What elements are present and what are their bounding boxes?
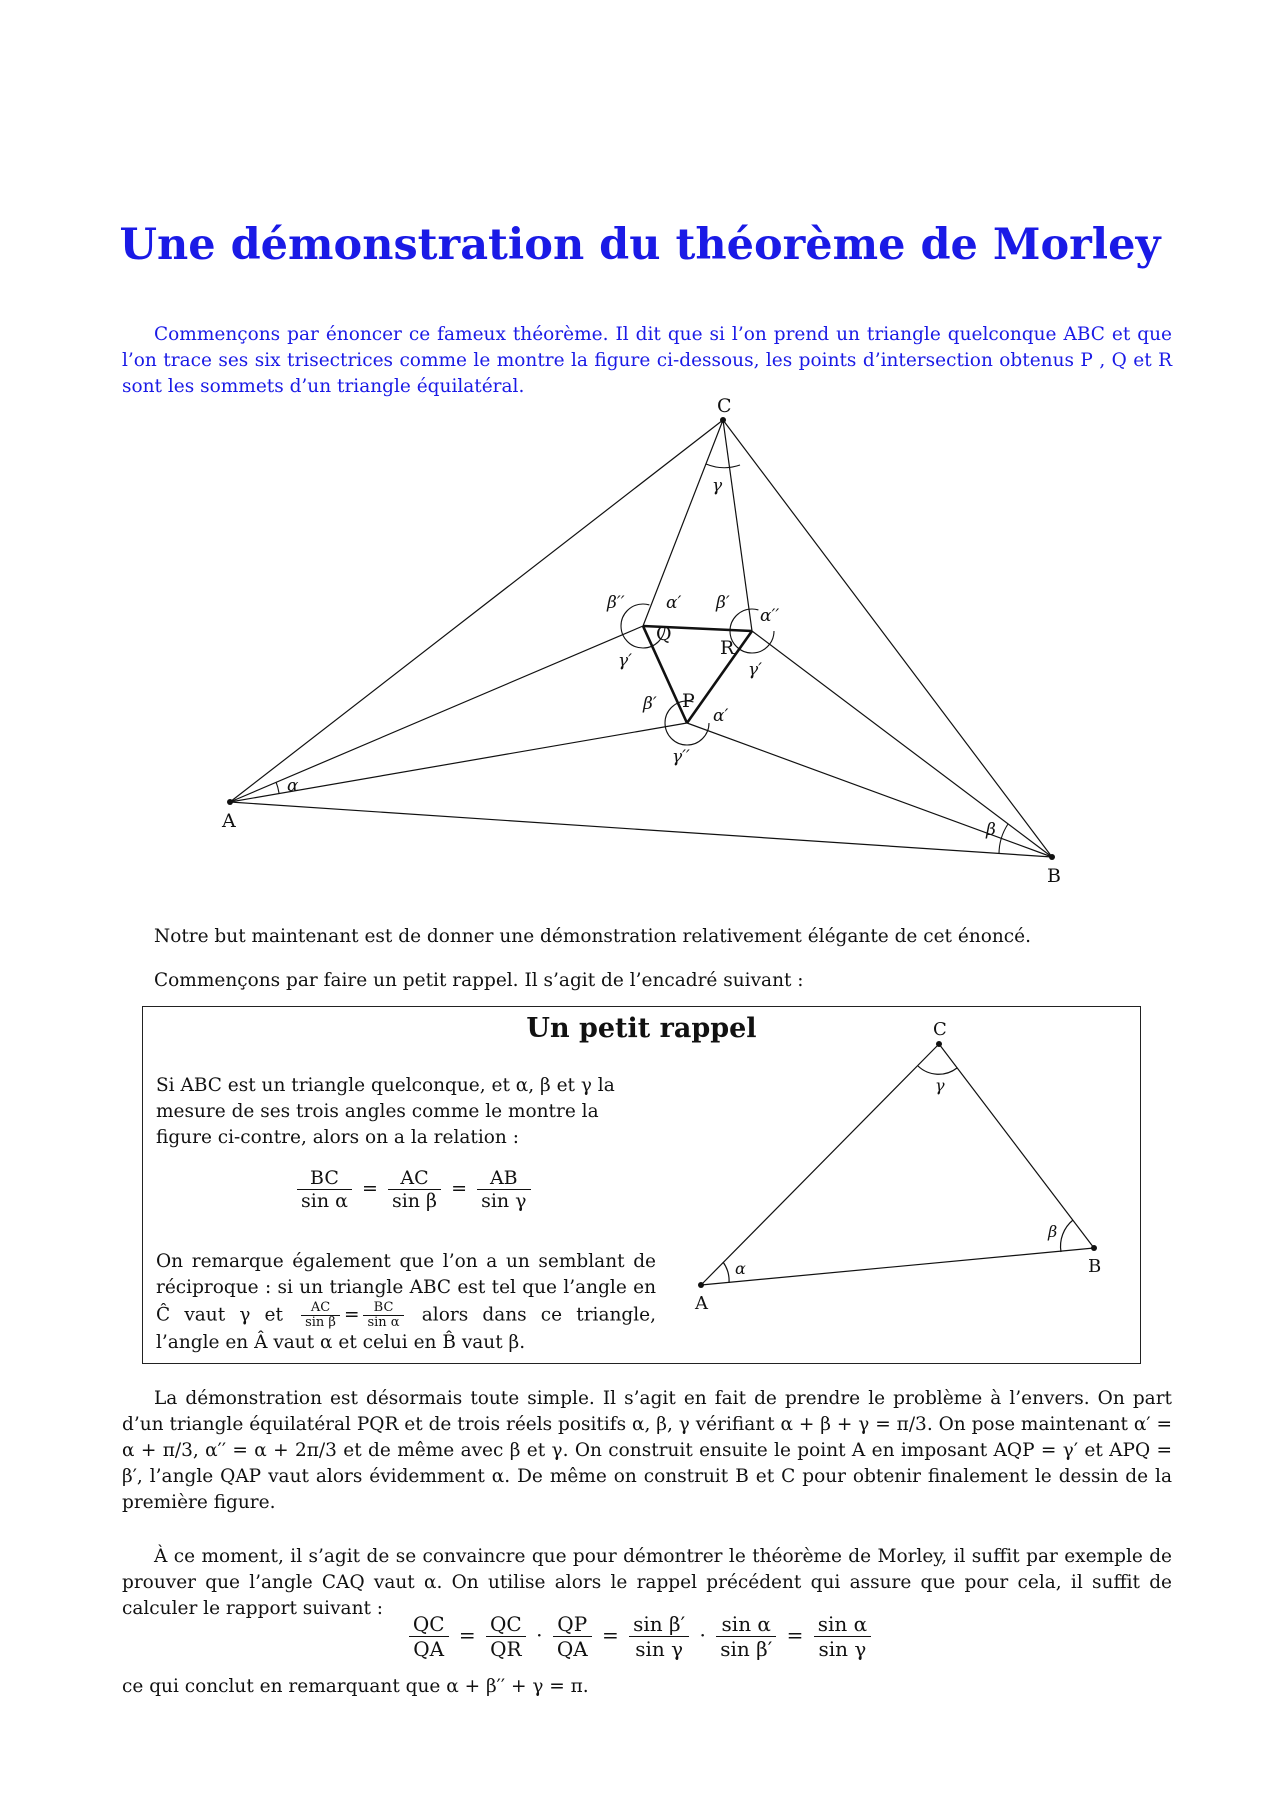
label-b: B: [1047, 865, 1061, 887]
box-text-2d: alors dans ce triangle, l’angle en Â vaut α et celui en B̂ vaut β.: [156, 1304, 656, 1353]
f1-num: BC: [297, 1167, 352, 1190]
angle-gamma-dd-p: γ′′: [672, 747, 690, 767]
eq-d2: QR: [490, 1637, 522, 1661]
angle-alpha-d-q: α′: [666, 593, 682, 613]
eq-d3: QA: [556, 1637, 588, 1661]
conclusion: ce qui conclut en remarquant que α + β′′ + γ = π.: [122, 1676, 589, 1697]
box-text-2b: vaut γ et: [184, 1304, 283, 1326]
sf-num1: AC: [301, 1301, 340, 1316]
trisector-b-r: [752, 631, 1052, 857]
angle-gamma: γ: [712, 476, 723, 496]
intro-text: Commençons par énoncer ce fameux théorème. Il dit que si l’on prend un triangle quelconque ABC et que l’on trace ses six trisectrices comme le montre la figure ci-dessous, les points d’intersection obtenus P , Q et R sont les sommets d’un triangle équilatéral.: [122, 324, 1172, 397]
eq-sign-1: =: [458, 1623, 476, 1647]
eq-d4: sin γ: [635, 1637, 684, 1661]
f1-den: sin α: [301, 1190, 348, 1212]
recall-label-c: C: [933, 1019, 947, 1040]
demo-paragraph: La démonstration est désormais toute simple. Il s’agit en fait de prendre le problème à l’envers. On part d’un triangle équilatéral PQR et de trois réels positifs α, β, γ vérifiant α + β + γ = π/3. On pose maintenant α′ = α + π/3, α′′ = α + 2π/3 et de même avec β et γ. On construit ensuite le point A en imposant AQP = γ′ et APQ = β′, l’angle QAP vaut alors évidemment α. De même on construit B et C pour obtenir finalement le dessin de la première figure.: [122, 1388, 1172, 1513]
f3-den: sin γ: [481, 1190, 527, 1212]
box-text-2a: On remarque également que l’on a un semblant de réciproque : si un triangle ABC est tel que l’angle en: [156, 1251, 656, 1298]
angle-beta-d-r: β′: [716, 593, 730, 613]
side-ab: [230, 802, 1052, 857]
eq-d1: QA: [413, 1637, 445, 1661]
sf-num2: BC: [363, 1301, 403, 1316]
f3-num: AB: [477, 1167, 530, 1190]
label-r: R: [720, 637, 735, 659]
eq-n5: sin α: [716, 1612, 776, 1637]
ratio-equation: [0, 1612, 1280, 1661]
recall-label-a: A: [695, 1293, 708, 1314]
recall-paragraph: Commençons par faire un petit rappel. Il s’agit de l’encadré suivant :: [154, 970, 804, 991]
sine-law-formula: $\frac{BC}{\text{sin α}}$ = $\frac{AC}{\text{sin β}}$ = $\frac{AB}{\text{sin γ}}$: [293, 1167, 535, 1212]
angle-alpha: α: [287, 776, 299, 796]
label-q: Q: [656, 623, 672, 645]
label-c: C: [717, 395, 732, 417]
eq-n1: QC: [409, 1612, 449, 1637]
morley-figure: [0, 390, 1280, 890]
trisector-b-p: [687, 723, 1052, 857]
recall-alpha: α: [735, 1259, 746, 1278]
angle-gamma-d-r: γ′: [748, 660, 763, 680]
recall-box: [142, 1006, 1141, 1364]
recall-gamma: γ: [935, 1076, 945, 1095]
angle-alpha-d-p: α′: [713, 706, 729, 726]
eq-dot-1: ·: [536, 1623, 543, 1647]
box-title: Un petit rappel: [526, 1013, 757, 1044]
eq-n2: QC: [486, 1612, 526, 1637]
recall-label-b: B: [1088, 1256, 1102, 1277]
angle-beta: β: [986, 820, 996, 840]
angle-gamma-d-q: γ′: [618, 651, 633, 671]
angle-beta-d-p: β′: [643, 694, 657, 714]
intro-paragraph: [122, 322, 1172, 400]
eq-sign-2: =: [602, 1623, 619, 1647]
eq-dot-2: ·: [699, 1623, 706, 1647]
label-p: P: [682, 690, 695, 712]
trisector-a-p: [230, 723, 687, 802]
box-text-2c: Ĉ: [156, 1304, 171, 1326]
eq-d5: sin β′: [720, 1637, 773, 1661]
eq-d6: sin γ: [818, 1637, 867, 1661]
eq-n4: sin β′: [629, 1612, 689, 1637]
f2-num: AC: [388, 1167, 441, 1190]
goal-paragraph: Notre but maintenant est de donner une démonstration relativement élégante de cet énoncé.: [154, 926, 1031, 947]
conv-paragraph: À ce moment, il s’agit de se convaincre que pour démontrer le théorème de Morley, il suffit par exemple de prouver que l’angle CAQ vaut α. On utilise alors le rappel précédent qui assure que pour cela, il suffit de calculer le rapport suivant :: [122, 1546, 1172, 1619]
angle-alpha-dd-r: α′′: [760, 606, 780, 626]
label-a: A: [222, 810, 236, 832]
f2-den: sin β: [391, 1190, 438, 1212]
eq-n3: QP: [553, 1612, 592, 1637]
eq-sign-3: =: [786, 1623, 804, 1647]
angle-beta-dd-q: β′′: [607, 593, 625, 613]
sf-den2: sin α: [367, 1315, 400, 1330]
angle-arcs: [276, 464, 1008, 854]
box-text-2: On remarque également que l’on a un semblant de réciproque : si un triangle ABC est tel que l’angle en Ĉ vaut γ et $\frac{AC}{\text{sin β}}$ = $\frac{BC}{\text{sin α}}$ alors dans ce triangle, l’angle en Â vaut α et celui en B̂ vaut β.: [156, 1251, 656, 1353]
sf-den1: sin β: [305, 1315, 336, 1330]
recall-beta: β: [1048, 1222, 1058, 1241]
page-title: Une démonstration du théorème de Morley: [119, 220, 1161, 270]
eq-n6: sin α: [814, 1612, 871, 1637]
recall-figure: [673, 1019, 1133, 1357]
box-text-1: Si ABC est un triangle quelconque, et α, β et γ la mesure de ses trois angles comme le montre la figure ci-contre, alors on a la relation :: [156, 1075, 615, 1148]
